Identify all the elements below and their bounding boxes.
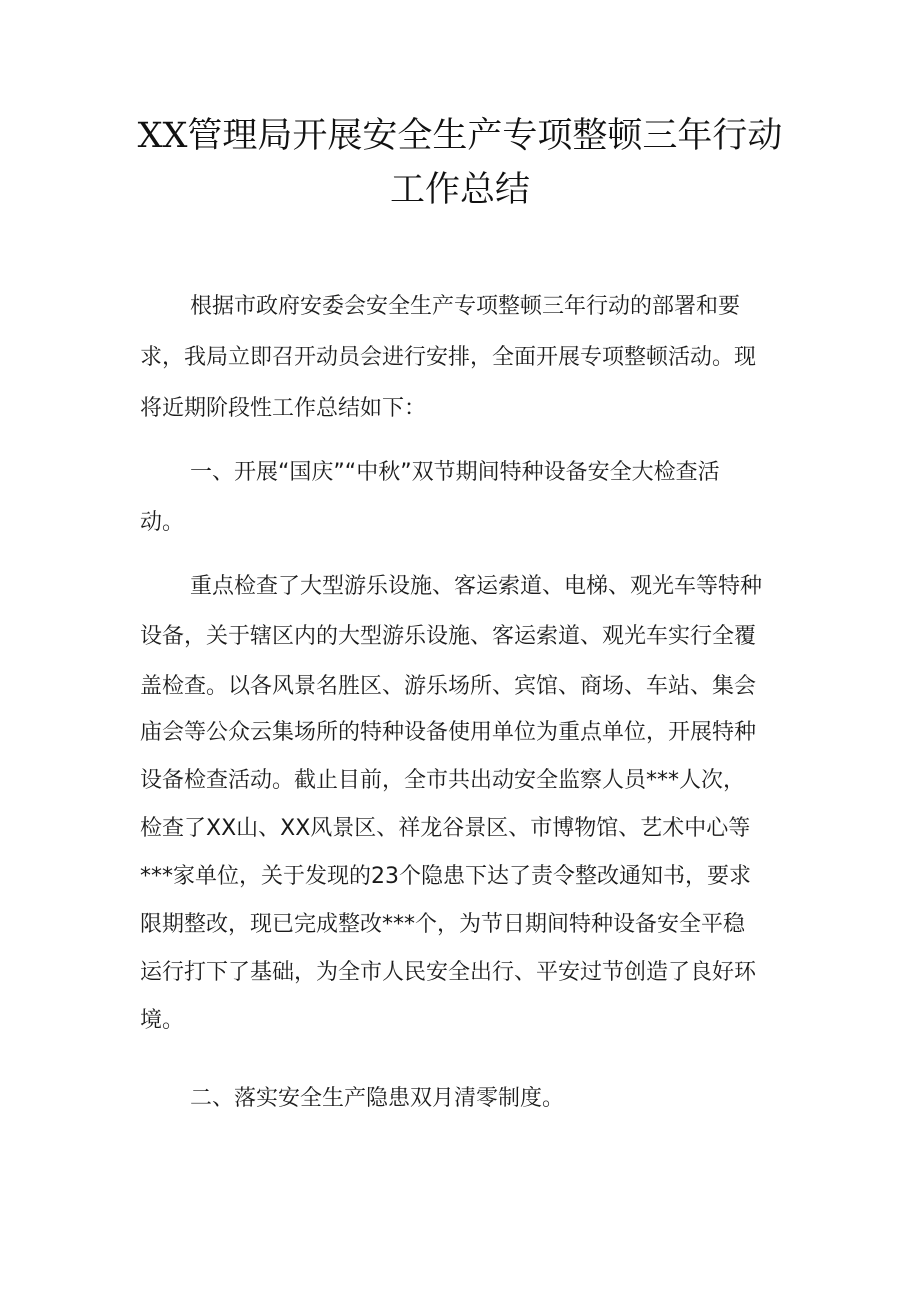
body-line-text: 盖检查。以各风景名胜区、游乐场所、宾馆、商场、车站、集会	[140, 674, 757, 699]
section-heading-text: 二、落实安全生产隐患双月清零制度。	[190, 1086, 565, 1111]
body-line-text: ***家单位，关于发现的23个隐患下达了责令整改通知书，要求	[140, 864, 751, 889]
body-line-text: 重点检查了大型游乐设施、客运索道、电梯、观光车等特种	[190, 574, 763, 599]
section-heading-text: 一、开展“国庆”“中秋”双节期间特种设备安全大检查活	[190, 460, 720, 485]
intro-line-text: 求，我局立即召开动员会进行安排，全面开展专项整顿活动。现	[140, 345, 757, 370]
body-line-text: 设备，关于辖区内的大型游乐设施、客运索道、观光车实行全覆	[140, 624, 757, 649]
intro-line-text: 将近期阶段性工作总结如下：	[140, 396, 427, 421]
document-title-line-2: 工作总结	[389, 170, 530, 210]
body-line-text: 境。	[140, 1008, 185, 1033]
body-line-text: 设备检查活动。截止目前，全市共出动安全监察人员***人次，	[140, 768, 746, 793]
document-title-line-1: XX管理局开展安全生产专项整顿三年行动	[137, 116, 783, 156]
section-heading-text: 动。	[140, 510, 185, 535]
body-line-text: 庙会等公众云集场所的特种设备使用单位为重点单位，开展特种	[140, 720, 757, 745]
body-line-text: 检查了XX山、XX风景区、祥龙谷景区、市博物馆、艺术中心等	[140, 816, 751, 841]
intro-line-text: 根据市政府安委会安全生产专项整顿三年行动的部署和要	[190, 294, 741, 319]
body-line-text: 限期整改，现已完成整改***个，为节日期间特种设备安全平稳	[140, 912, 746, 937]
body-line-text: 运行打下了基础，为全市人民安全出行、平安过节创造了良好环	[140, 960, 757, 985]
